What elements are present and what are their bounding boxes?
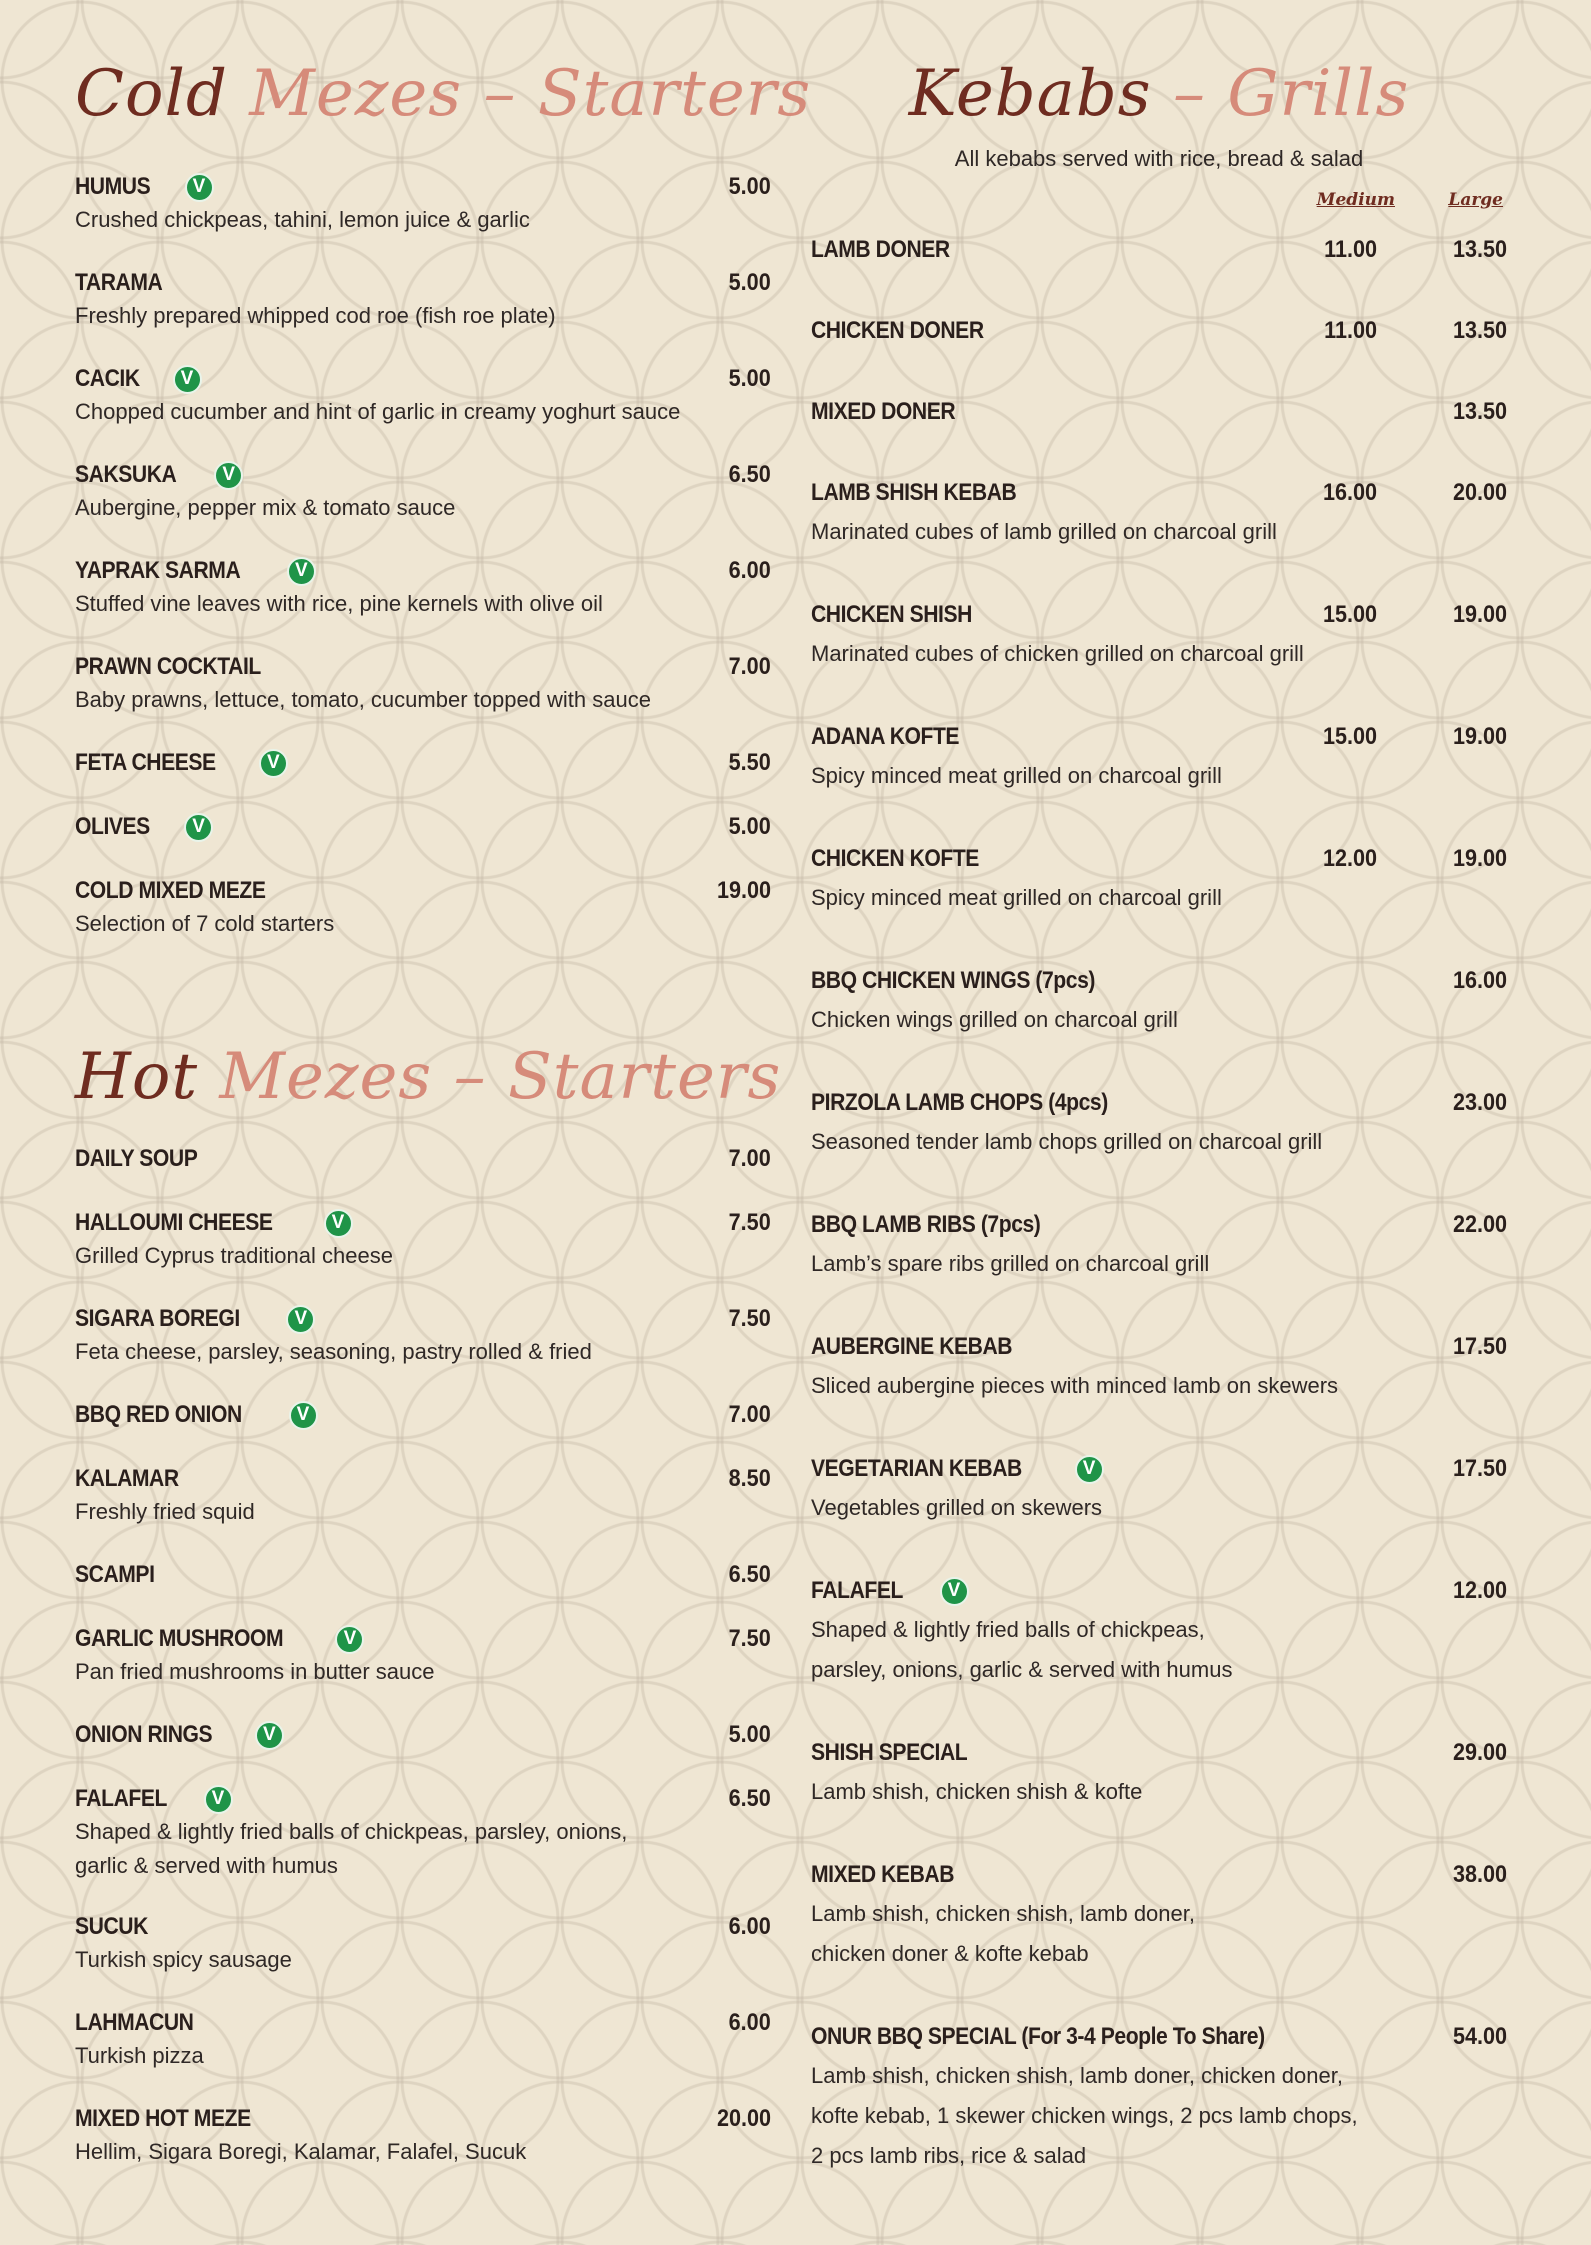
kebabs-subtitle: All kebabs served with rice, bread & salad xyxy=(954,146,1364,171)
item-name: AUBERGINE KEBAB xyxy=(811,1333,1013,1360)
heading-word: – Starters xyxy=(483,57,812,131)
item-name: SHISH SPECIAL xyxy=(811,1739,968,1766)
item-name: FALAFEL xyxy=(75,1785,167,1812)
menu-item-row xyxy=(811,1332,1507,1362)
item-name: LAMB DONER xyxy=(811,236,950,263)
item-price: 7.50 xyxy=(728,1209,771,1236)
item-name: ONION RINGS xyxy=(75,1721,213,1748)
medium-size-label: Medium xyxy=(1316,190,1395,210)
item-description: parsley, onions, garlic & served with humus xyxy=(811,1657,1233,1682)
menu-item-row xyxy=(75,2104,771,2134)
menu-item xyxy=(75,1912,771,1976)
item-price: 5.00 xyxy=(728,813,771,840)
item-price: 5.00 xyxy=(728,365,771,392)
item-description: Aubergine, pepper mix & tomato sauce xyxy=(75,495,456,520)
item-name: GARLIC MUSHROOM xyxy=(75,1625,284,1652)
menu-item xyxy=(75,1400,771,1430)
menu-item-row xyxy=(75,652,771,682)
menu-item-row xyxy=(811,235,1507,265)
medium-price: 15.00 xyxy=(1322,723,1377,750)
menu-item-row xyxy=(75,172,771,202)
large-price: 22.00 xyxy=(1452,1211,1507,1238)
menu-item xyxy=(75,1560,771,1590)
menu-item xyxy=(811,397,1507,427)
medium-price: 15.00 xyxy=(1322,601,1377,628)
menu-item-row xyxy=(811,397,1507,427)
large-price: 13.50 xyxy=(1452,317,1507,344)
menu-item-row xyxy=(75,1720,771,1750)
menu-item-row xyxy=(811,1576,1507,1606)
menu-item xyxy=(75,1720,771,1750)
menu-item-row xyxy=(811,1738,1507,1768)
menu-item xyxy=(75,1464,771,1528)
large-price: 54.00 xyxy=(1452,2023,1507,2050)
item-name: FETA CHEESE xyxy=(75,749,216,776)
item-description: 2 pcs lamb ribs, rice & salad xyxy=(811,2143,1087,2168)
kebabs-grills-heading xyxy=(811,57,1507,131)
menu-item xyxy=(811,1738,1507,1812)
item-price: 6.00 xyxy=(728,2009,771,2036)
item-name: BBQ CHICKEN WINGS (7pcs) xyxy=(811,967,1095,994)
medium-price: 11.00 xyxy=(1324,317,1377,344)
large-price: 23.00 xyxy=(1452,1089,1507,1116)
item-price: 5.00 xyxy=(728,269,771,296)
menu-item-row xyxy=(75,1784,771,1814)
item-name: KALAMAR xyxy=(75,1465,179,1492)
large-price: 17.50 xyxy=(1452,1333,1507,1360)
menu-item xyxy=(75,876,771,940)
large-price: 16.00 xyxy=(1452,967,1507,994)
item-description: Pan fried mushrooms in butter sauce xyxy=(75,1659,435,1684)
menu-item xyxy=(75,1144,771,1174)
item-description: chicken doner & kofte kebab xyxy=(811,1941,1089,1966)
item-description: Freshly prepared whipped cod roe (fish roe plate) xyxy=(75,303,556,328)
item-price: 8.50 xyxy=(728,1465,771,1492)
menu-item xyxy=(811,844,1507,918)
item-name: ONUR BBQ SPECIAL (For 3-4 People To Share) xyxy=(811,2023,1265,2050)
menu-item xyxy=(811,478,1507,552)
item-price: 19.00 xyxy=(716,877,771,904)
item-name: CHICKEN KOFTE xyxy=(811,845,979,872)
heading-word: Kebabs xyxy=(908,57,1152,131)
vegetarian-icon: V xyxy=(204,1785,233,1814)
item-price: 6.50 xyxy=(728,1785,771,1812)
vegetarian-icon: V xyxy=(324,1209,353,1238)
item-price: 7.50 xyxy=(728,1305,771,1332)
menu-item xyxy=(75,1208,771,1272)
vegetarian-icon: V xyxy=(289,1401,318,1430)
menu-item xyxy=(811,1454,1507,1528)
item-name: VEGETARIAN KEBAB xyxy=(811,1455,1022,1482)
item-name: SIGARA BOREGI xyxy=(75,1305,240,1332)
menu-item xyxy=(75,812,771,842)
item-description: Spicy minced meat grilled on charcoal grill xyxy=(811,763,1222,788)
menu-item xyxy=(75,2104,771,2168)
item-name: SCAMPI xyxy=(75,1561,155,1588)
cold-mezes-heading xyxy=(75,57,812,131)
vegetarian-icon: V xyxy=(287,557,316,586)
menu-item xyxy=(75,268,771,332)
item-description: Sliced aubergine pieces with minced lamb on skewers xyxy=(811,1373,1339,1398)
item-description: Turkish spicy sausage xyxy=(75,1947,292,1972)
vegetarian-icon: V xyxy=(259,749,288,778)
large-price: 12.00 xyxy=(1452,1577,1507,1604)
item-description: Chicken wings grilled on charcoal grill xyxy=(811,1007,1178,1032)
item-name: HALLOUMI CHEESE xyxy=(75,1209,273,1236)
item-name: LAHMACUN xyxy=(75,2009,194,2036)
menu-item xyxy=(75,364,771,428)
item-name: CACIK xyxy=(75,365,140,392)
item-name: BBQ LAMB RIBS (7pcs) xyxy=(811,1211,1041,1238)
medium-price: 12.00 xyxy=(1322,845,1377,872)
large-price: 17.50 xyxy=(1452,1455,1507,1482)
item-description: Lamb’s spare ribs grilled on charcoal grill xyxy=(811,1251,1210,1276)
vegetarian-icon: V xyxy=(335,1625,364,1654)
item-description: Turkish pizza xyxy=(75,2043,204,2068)
item-name: HUMUS xyxy=(75,173,151,200)
menu-item-row xyxy=(811,1088,1507,1118)
hot-mezes-heading xyxy=(75,1040,782,1114)
menu-item xyxy=(811,235,1507,265)
menu-item-row xyxy=(75,1400,771,1430)
large-price: 19.00 xyxy=(1452,845,1507,872)
item-description: Seasoned tender lamb chops grilled on charcoal grill xyxy=(811,1129,1323,1154)
menu-item-row xyxy=(75,556,771,586)
menu-item xyxy=(811,1860,1507,1974)
item-name: OLIVES xyxy=(75,813,150,840)
vegetarian-icon: V xyxy=(173,365,202,394)
menu-item-row xyxy=(75,364,771,394)
menu-item-row xyxy=(811,478,1507,508)
item-description: Vegetables grilled on skewers xyxy=(811,1495,1103,1520)
vegetarian-icon: V xyxy=(184,813,213,842)
menu-item xyxy=(811,1576,1507,1690)
item-name: MIXED HOT MEZE xyxy=(75,2105,251,2132)
vegetarian-icon: V xyxy=(255,1721,284,1750)
menu-item-row xyxy=(75,2008,771,2038)
item-name: BBQ RED ONION xyxy=(75,1401,242,1428)
menu-item-row xyxy=(75,1304,771,1334)
menu-item-row xyxy=(811,1454,1507,1484)
item-description: kofte kebab, 1 skewer chicken wings, 2 pcs lamb chops, xyxy=(811,2103,1358,2128)
heading-word: – Starters xyxy=(453,1040,782,1114)
vegetarian-icon: V xyxy=(214,461,243,490)
menu-item xyxy=(75,556,771,620)
menu-item-row xyxy=(75,1912,771,1942)
item-description: Freshly fried squid xyxy=(75,1499,255,1524)
heading-word: Cold xyxy=(75,57,228,131)
menu-item-row xyxy=(811,1860,1507,1890)
item-name: FALAFEL xyxy=(811,1577,903,1604)
menu-item xyxy=(75,1304,771,1368)
heading-word: Hot xyxy=(75,1040,199,1114)
item-description: Baby prawns, lettuce, tomato, cucumber topped with sauce xyxy=(75,687,651,712)
large-price: 38.00 xyxy=(1452,1861,1507,1888)
menu-item-row xyxy=(811,2022,1507,2052)
menu-item-row xyxy=(75,748,771,778)
item-price: 6.00 xyxy=(728,557,771,584)
item-name: LAMB SHISH KEBAB xyxy=(811,479,1017,506)
menu-item xyxy=(75,748,771,778)
large-size-label: Large xyxy=(1448,190,1503,210)
medium-price: 11.00 xyxy=(1324,236,1377,263)
menu-item-row xyxy=(75,1560,771,1590)
menu-item-row xyxy=(811,844,1507,874)
menu-item xyxy=(811,1088,1507,1162)
menu-item xyxy=(75,1784,771,1882)
item-name: SAKSUKA xyxy=(75,461,177,488)
large-price: 29.00 xyxy=(1452,1739,1507,1766)
menu-item-row xyxy=(75,460,771,490)
item-price: 7.00 xyxy=(728,1145,771,1172)
item-description: Shaped & lightly fried balls of chickpeas, xyxy=(811,1617,1205,1642)
menu-item-row xyxy=(75,876,771,906)
menu-item xyxy=(811,1332,1507,1406)
item-description: Marinated cubes of lamb grilled on charcoal grill xyxy=(811,519,1277,544)
item-name: YAPRAK SARMA xyxy=(75,557,241,584)
item-description: Shaped & lightly fried balls of chickpeas, parsley, onions, xyxy=(75,1819,628,1844)
menu-item-row xyxy=(811,966,1507,996)
menu-item-row xyxy=(811,316,1507,346)
medium-price: 16.00 xyxy=(1322,479,1377,506)
item-name: MIXED DONER xyxy=(811,398,956,425)
item-name: CHICKEN DONER xyxy=(811,317,984,344)
large-price: 13.50 xyxy=(1452,398,1507,425)
item-price: 5.50 xyxy=(728,749,771,776)
large-price: 19.00 xyxy=(1452,723,1507,750)
item-name: CHICKEN SHISH xyxy=(811,601,972,628)
item-description: Marinated cubes of chicken grilled on charcoal grill xyxy=(811,641,1304,666)
menu-item xyxy=(811,2022,1507,2176)
menu-item-row xyxy=(811,1210,1507,1240)
menu-item xyxy=(811,600,1507,674)
menu-item-row xyxy=(75,1144,771,1174)
item-description: garlic & served with humus xyxy=(75,1853,338,1878)
item-name: COLD MIXED MEZE xyxy=(75,877,266,904)
menu-item-row xyxy=(75,1624,771,1654)
item-description: Chopped cucumber and hint of garlic in creamy yoghurt sauce xyxy=(75,399,681,424)
heading-word: – Grills xyxy=(1172,57,1410,131)
vegetarian-icon: V xyxy=(940,1577,969,1606)
item-price: 6.50 xyxy=(728,1561,771,1588)
menu-item xyxy=(75,1624,771,1688)
large-price: 20.00 xyxy=(1452,479,1507,506)
menu-item-row xyxy=(75,1208,771,1238)
menu-item xyxy=(811,966,1507,1040)
item-description: Crushed chickpeas, tahini, lemon juice & garlic xyxy=(75,207,530,232)
item-description: Grilled Cyprus traditional cheese xyxy=(75,1243,393,1268)
menu-item xyxy=(75,172,771,236)
menu-item xyxy=(75,2008,771,2072)
item-description: Feta cheese, parsley, seasoning, pastry rolled & fried xyxy=(75,1339,592,1364)
vegetarian-icon: V xyxy=(185,173,214,202)
item-name: TARAMA xyxy=(75,269,163,296)
item-price: 7.50 xyxy=(728,1625,771,1652)
item-price: 5.00 xyxy=(728,1721,771,1748)
item-price: 5.00 xyxy=(728,173,771,200)
heading-word: Mezes xyxy=(219,1040,433,1114)
item-description: Spicy minced meat grilled on charcoal grill xyxy=(811,885,1222,910)
menu-item-row xyxy=(75,812,771,842)
item-description: Selection of 7 cold starters xyxy=(75,911,335,936)
vegetarian-icon: V xyxy=(1075,1455,1104,1484)
item-name: SUCUK xyxy=(75,1913,148,1940)
large-price: 19.00 xyxy=(1452,601,1507,628)
item-description: Lamb shish, chicken shish, lamb doner, chicken doner, xyxy=(811,2063,1343,2088)
menu-item xyxy=(75,652,771,716)
menu-item-row xyxy=(75,1464,771,1494)
item-name: ADANA KOFTE xyxy=(811,723,960,750)
item-price: 7.00 xyxy=(728,1401,771,1428)
menu-item xyxy=(811,722,1507,796)
item-price: 6.50 xyxy=(728,461,771,488)
item-price: 7.00 xyxy=(728,653,771,680)
menu-item-row xyxy=(75,268,771,298)
heading-word: Mezes xyxy=(249,57,463,131)
item-price: 6.00 xyxy=(728,1913,771,1940)
item-description: Lamb shish, chicken shish, lamb doner, xyxy=(811,1901,1195,1926)
vegetarian-icon: V xyxy=(286,1305,315,1334)
item-price: 20.00 xyxy=(716,2105,771,2132)
menu-item xyxy=(811,316,1507,346)
item-name: DAILY SOUP xyxy=(75,1145,198,1172)
item-description: Hellim, Sigara Boregi, Kalamar, Falafel, Sucuk xyxy=(75,2139,527,2164)
item-name: PIRZOLA LAMB CHOPS (4pcs) xyxy=(811,1089,1108,1116)
menu-item-row xyxy=(811,722,1507,752)
large-price: 13.50 xyxy=(1452,236,1507,263)
menu-item-row xyxy=(811,600,1507,630)
menu-item xyxy=(75,460,771,524)
item-name: PRAWN COCKTAIL xyxy=(75,653,261,680)
item-name: MIXED KEBAB xyxy=(811,1861,955,1888)
item-description: Lamb shish, chicken shish & kofte xyxy=(811,1779,1143,1804)
menu-item xyxy=(811,1210,1507,1284)
item-description: Stuffed vine leaves with rice, pine kernels with olive oil xyxy=(75,591,603,616)
